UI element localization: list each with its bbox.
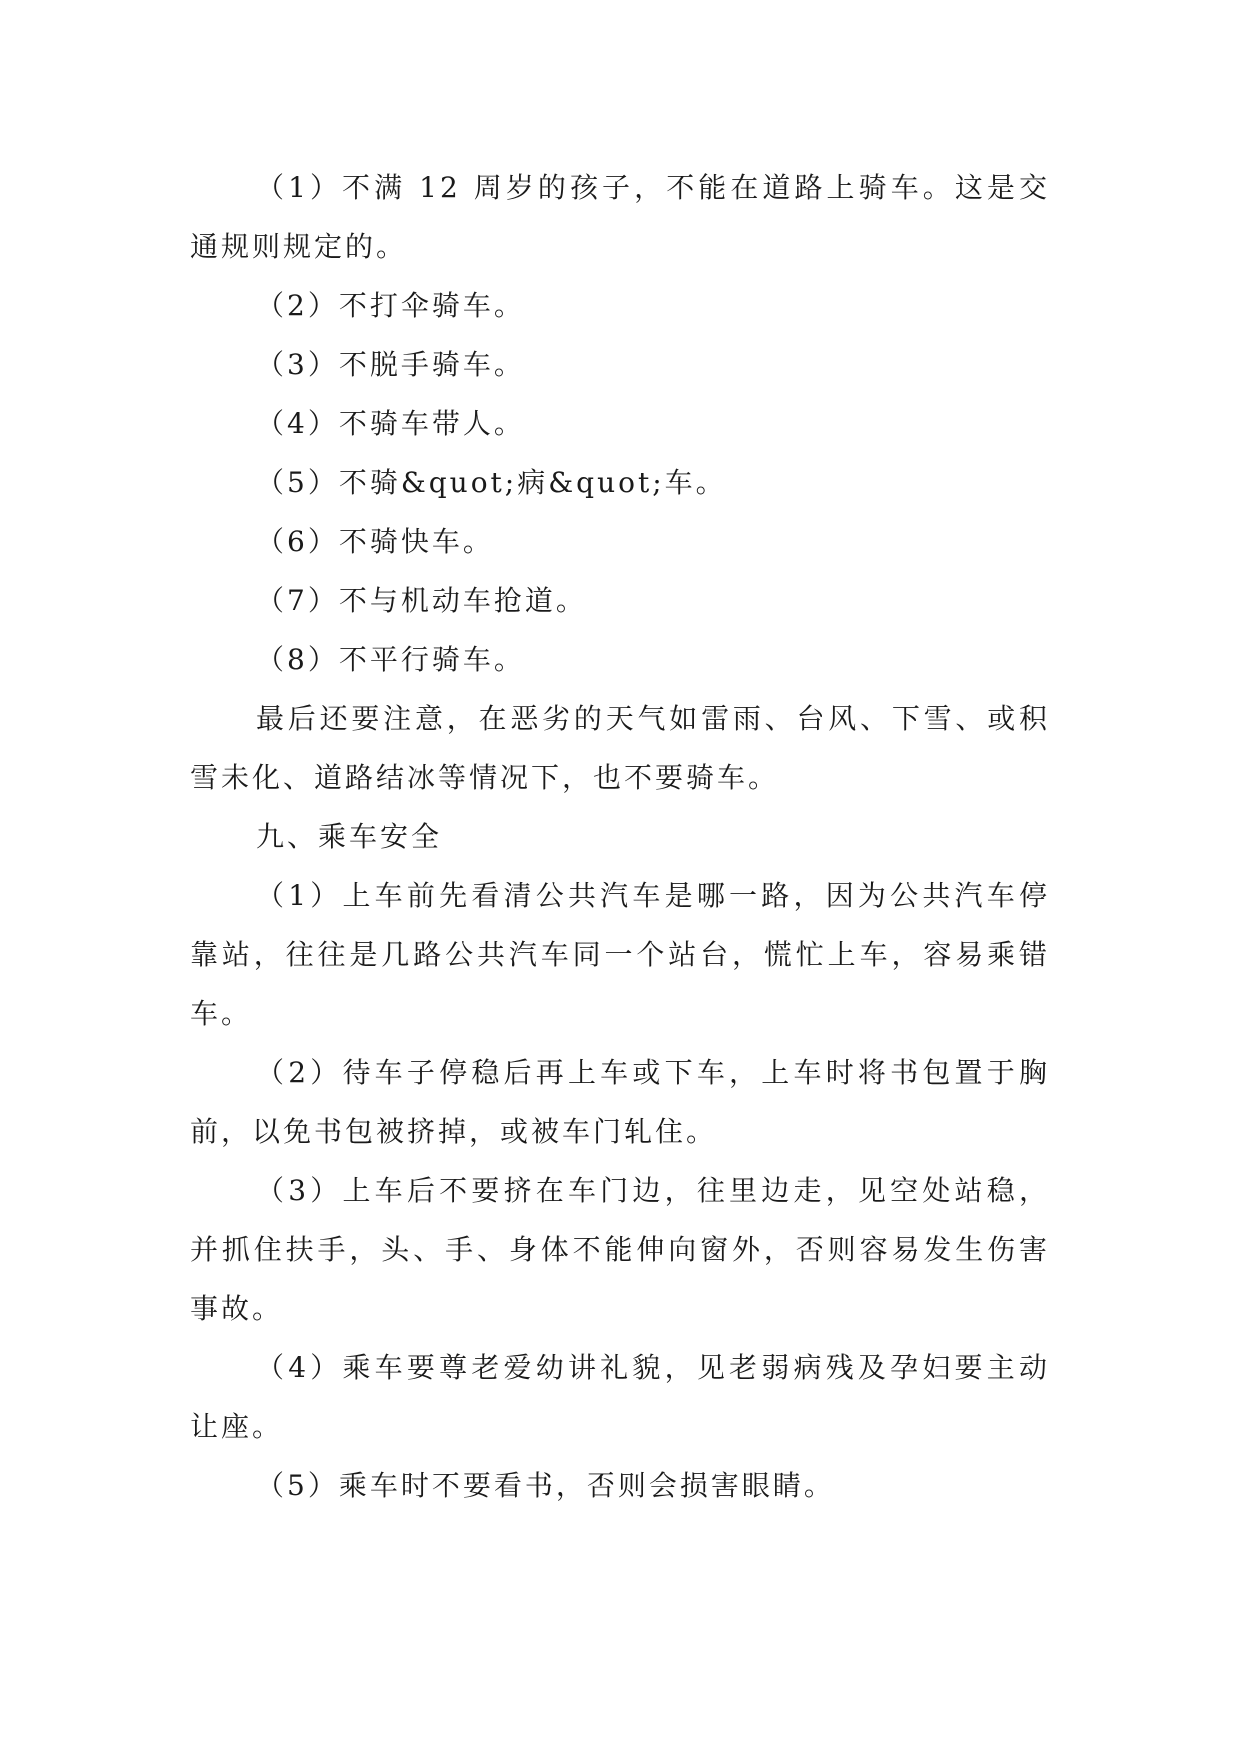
paragraph-cycling-rule-2: （2）不打伞骑车。 bbox=[256, 289, 525, 322]
paragraph-bus-rule-2: （2）待车子停稳后再上车或下车，上车时将书包置于胸前，以免书包被挤掉，或被车门轧住。 bbox=[190, 1056, 1050, 1148]
paragraph-bus-rule-5: （5）乘车时不要看书，否则会损害眼睛。 bbox=[256, 1469, 835, 1502]
paragraph-bus-rule-3: （3）上车后不要挤在车门边，往里边走，见空处站稳，并抓住扶手，头、手、身体不能伸向窗外，否则容易发生伤害事故。 bbox=[190, 1174, 1050, 1325]
paragraph-cycling-rule-1: （1）不满 12 周岁的孩子，不能在道路上骑车。这是交通规则规定的。 bbox=[190, 171, 1050, 263]
paragraph-cycling-rule-7: （7）不与机动车抢道。 bbox=[256, 584, 587, 617]
paragraph-cycling-rule-8: （8）不平行骑车。 bbox=[256, 643, 525, 676]
section-heading-riding-safety: 九、乘车安全 bbox=[256, 820, 443, 853]
paragraph-bus-rule-1: （1）上车前先看清公共汽车是哪一路，因为公共汽车停靠站，往往是几路公共汽车同一个站台，慌忙上车，容易乘错车。 bbox=[190, 879, 1050, 1030]
paragraph-cycling-rule-4: （4）不骑车带人。 bbox=[256, 407, 525, 440]
paragraph-cycling-rule-5: （5）不骑&quot;病&quot;车。 bbox=[256, 466, 727, 499]
paragraph-cycling-rule-6: （6）不骑快车。 bbox=[256, 525, 494, 558]
paragraph-cycling-rule-3: （3）不脱手骑车。 bbox=[256, 348, 525, 381]
document-body bbox=[190, 158, 1050, 1515]
paragraph-bus-rule-4: （4）乘车要尊老爱幼讲礼貌，见老弱病残及孕妇要主动让座。 bbox=[190, 1351, 1050, 1443]
paragraph-weather-note: 最后还要注意，在恶劣的天气如雷雨、台风、下雪、或积雪未化、道路结冰等情况下，也不要骑车。 bbox=[190, 702, 1050, 794]
